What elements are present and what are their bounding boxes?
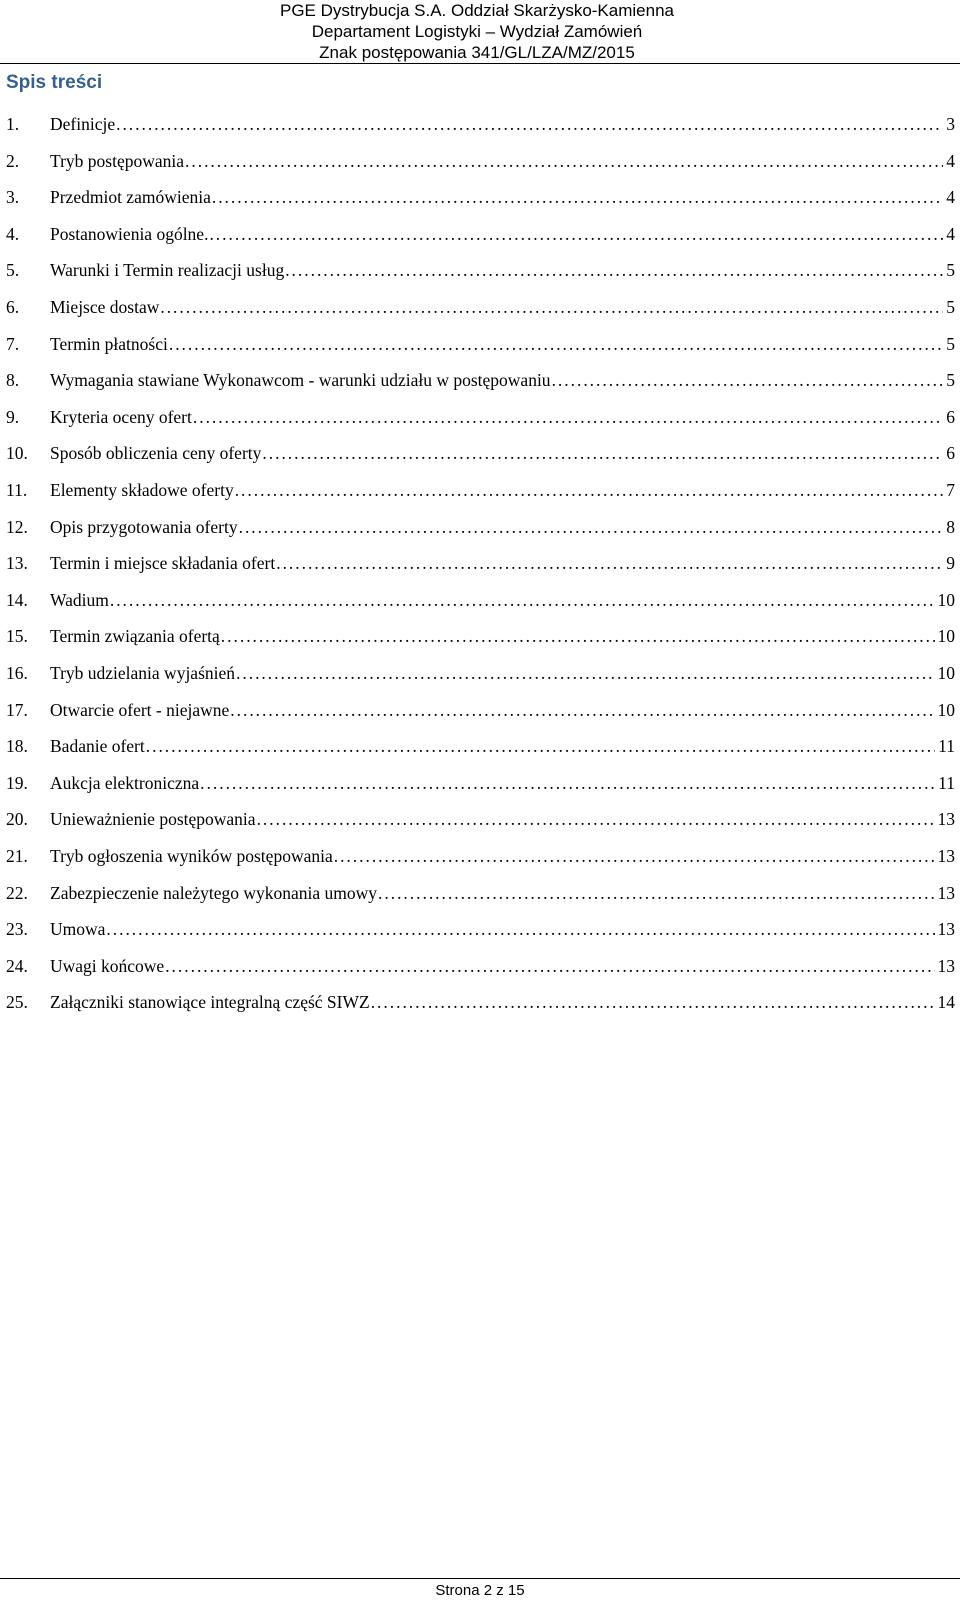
toc-dot-leader [262,441,943,465]
toc-dot-leader [160,295,943,319]
toc-entry-page: 10 [937,589,955,610]
toc-entry-page: 4 [946,187,955,208]
toc-entry-page: 4 [946,223,955,244]
toc-entry-page: 10 [937,663,955,683]
toc-entry-page: 8 [946,516,955,537]
toc-dot-leader [116,112,943,136]
toc-entry[interactable] [0,149,960,173]
toc-entry-label: Postanowienia ogólne. [50,223,209,244]
toc-entry-page: 5 [946,297,955,317]
toc-dot-leader [200,771,935,795]
toc-entry-label: Unieważnienie postępowania [50,809,256,830]
toc-dot-leader [106,917,934,941]
toc-entry-row [50,551,955,575]
toc-entry[interactable] [0,222,960,246]
toc-entry[interactable] [0,624,960,648]
toc-entry-number: 1. [6,114,20,134]
toc-entry-row [50,954,955,978]
page-number: Strona 2 z 15 [435,1582,525,1599]
toc-entry[interactable] [0,332,960,356]
toc-entry-label: Aukcja elektroniczna [50,772,200,793]
toc-entry-row [50,917,955,941]
toc-entry-row [50,295,955,319]
toc-entry-page: 13 [937,955,955,976]
toc-entry[interactable] [0,954,960,978]
toc-entry-row [50,844,955,868]
toc-entry-number: 4. [6,223,20,244]
toc-dot-leader [239,515,944,539]
toc-entry-label: Miejsce dostaw [50,297,160,317]
toc-entry-number: 13. [6,553,28,574]
toc-entry-label: Umowa [50,919,106,940]
toc-entry-row [50,478,955,502]
toc-entry[interactable] [0,551,960,575]
toc-entry[interactable] [0,771,960,795]
toc-title: Spis treści [6,72,103,93]
toc-entry-label: Sposób obliczenia ceny oferty [50,443,262,464]
toc-entry-label: Otwarcie ofert - niejawne [50,699,230,720]
toc-entry-label: Wadium [50,589,109,610]
toc-entry-page: 5 [946,260,955,281]
toc-entry-page: 13 [937,882,955,903]
toc-entry-row [50,405,955,429]
toc-entry[interactable] [0,112,960,136]
toc-entry-page: 11 [938,772,955,793]
toc-dot-leader [169,332,943,356]
toc-entry[interactable] [0,698,960,722]
toc-dot-leader [334,844,935,868]
toc-entry-label: Opis przygotowania oferty [50,516,238,537]
toc-entry[interactable] [0,368,960,392]
toc-entry-label: Badanie ofert [50,736,145,757]
toc-entry-number: 24. [6,955,28,976]
toc-dot-leader [212,185,943,209]
toc-entry-number: 6. [6,297,20,317]
toc-entry-page: 6 [946,406,955,427]
toc-entry-label: Termin i miejsce składania ofert [50,553,276,574]
toc-dot-leader [209,222,943,246]
toc-entry-page: 11 [938,736,955,757]
toc-dot-leader [221,624,935,648]
toc-entry-label: Termin związania ofertą [50,626,220,647]
toc-entry-number: 23. [6,919,28,940]
toc-entry-number: 8. [6,370,20,391]
toc-entry-page: 13 [937,809,955,830]
toc-entry-row [50,624,955,648]
toc-entry-number: 3. [6,187,20,208]
header-department: Departament Logistyki – Wydział Zamówień [311,22,643,41]
toc-dot-leader [193,405,943,429]
toc-entry[interactable] [0,515,960,539]
toc-entry-number: 22. [6,882,28,903]
toc-entry-label: Elementy składowe oferty [50,480,234,500]
toc-dot-leader [146,734,935,758]
toc-entry-row [50,112,955,136]
toc-entry-row [50,771,955,795]
toc-entry-page: 13 [937,919,955,940]
toc-entry-number: 10. [6,443,28,464]
toc-entry-page: 10 [937,626,955,647]
toc-entry-row [50,661,955,685]
toc-entry[interactable] [0,734,960,758]
toc-entry-number: 9. [6,406,20,427]
toc-entry-page: 3 [946,114,955,134]
toc-entry-number: 14. [6,589,28,610]
toc-entry-number: 19. [6,772,28,793]
toc-entry-label: Przedmiot zamówienia [50,187,211,208]
toc-entry-row [50,698,955,722]
toc-dot-leader [285,258,943,282]
toc-entry-label: Uwagi końcowe [50,955,165,976]
toc-entry[interactable] [0,807,960,831]
header-divider [0,63,960,64]
toc-dot-leader [236,661,934,685]
toc-entry-page: 5 [946,370,955,391]
toc-entry-number: 25. [6,992,28,1013]
toc-dot-leader [371,990,935,1014]
toc-entry-row [50,588,955,612]
toc-entry[interactable] [0,295,960,319]
toc-dot-leader [552,368,944,392]
toc-entry-label: Definicje [50,114,116,134]
toc-entry-row [50,807,955,831]
toc-entry-number: 18. [6,736,28,757]
toc-entry-label: Tryb udzielania wyjaśnień [50,663,236,683]
toc-dot-leader [165,954,934,978]
toc-entry-label: Warunki i Termin realizacji usług [50,260,285,281]
toc-entry[interactable] [0,881,960,905]
toc-entry-row [50,734,955,758]
toc-entry-page: 13 [937,846,955,866]
toc-entry-row [50,185,955,209]
toc-entry-label: Zabezpieczenie należytego wykonania umowy [50,882,378,903]
toc-entry-label: Załączniki stanowiące integralną część SIWZ [50,992,370,1013]
toc-entry-row [50,881,955,905]
toc-entry[interactable] [0,405,960,429]
toc-entry-page: 4 [946,150,955,171]
toc-entry-label: Tryb ogłoszenia wyników postępowania [50,846,333,866]
toc-entry[interactable] [0,844,960,868]
toc-entry-row [50,332,955,356]
toc-dot-leader [230,698,934,722]
toc-entry[interactable] [0,478,960,502]
toc-entry-row [50,368,955,392]
toc-entry-row [50,258,955,282]
toc-entry-row [50,990,955,1014]
footer-divider [0,1578,960,1579]
toc-dot-leader [110,588,935,612]
toc-dot-leader [378,881,934,905]
toc-entry[interactable] [0,661,960,685]
toc-entry-number: 2. [6,150,20,171]
toc-entry[interactable] [0,258,960,282]
toc-entry-page: 6 [946,443,955,464]
toc-entry-label: Wymagania stawiane Wykonawcom - warunki udziału w postępowaniu [50,370,551,391]
toc-dot-leader [235,478,944,502]
toc-entry-label: Tryb postępowania [50,150,185,171]
toc-entry-number: 11. [6,480,28,500]
toc-entry-page: 7 [946,480,955,500]
toc-entry-number: 17. [6,699,28,720]
toc-entry-row [50,515,955,539]
toc-entry-number: 5. [6,260,20,281]
toc-entry[interactable] [0,441,960,465]
toc-entry-label: Kryteria oceny ofert [50,406,192,427]
toc-dot-leader [257,807,935,831]
toc-entry[interactable] [0,917,960,941]
toc-entry-label: Termin płatności [50,333,168,354]
toc-entry-row [50,149,955,173]
toc-entry-number: 7. [6,333,20,354]
toc-entry-row [50,441,955,465]
toc-entry-number: 16. [6,663,28,683]
toc-entry[interactable] [0,990,960,1014]
toc-entry-number: 15. [6,626,28,647]
toc-entry-row [50,222,955,246]
toc-entry-number: 12. [6,516,28,537]
toc-entry-number: 20. [6,809,28,830]
header-case-number: Znak postępowania 341/GL/LZA/MZ/2015 [319,43,635,62]
toc-entry[interactable] [0,588,960,612]
toc-entry[interactable] [0,185,960,209]
toc-entry-page: 10 [937,699,955,720]
page-header [0,0,960,64]
toc-entry-page: 14 [937,992,955,1013]
toc-dot-leader [185,149,943,173]
toc-dot-leader [276,551,943,575]
toc-entry-page: 5 [946,333,955,354]
toc-entry-number: 21. [6,846,28,866]
toc-entry-page: 9 [946,553,955,574]
header-company: PGE Dystrybucja S.A. Oddział Skarżysko-Kamienna [280,1,674,20]
